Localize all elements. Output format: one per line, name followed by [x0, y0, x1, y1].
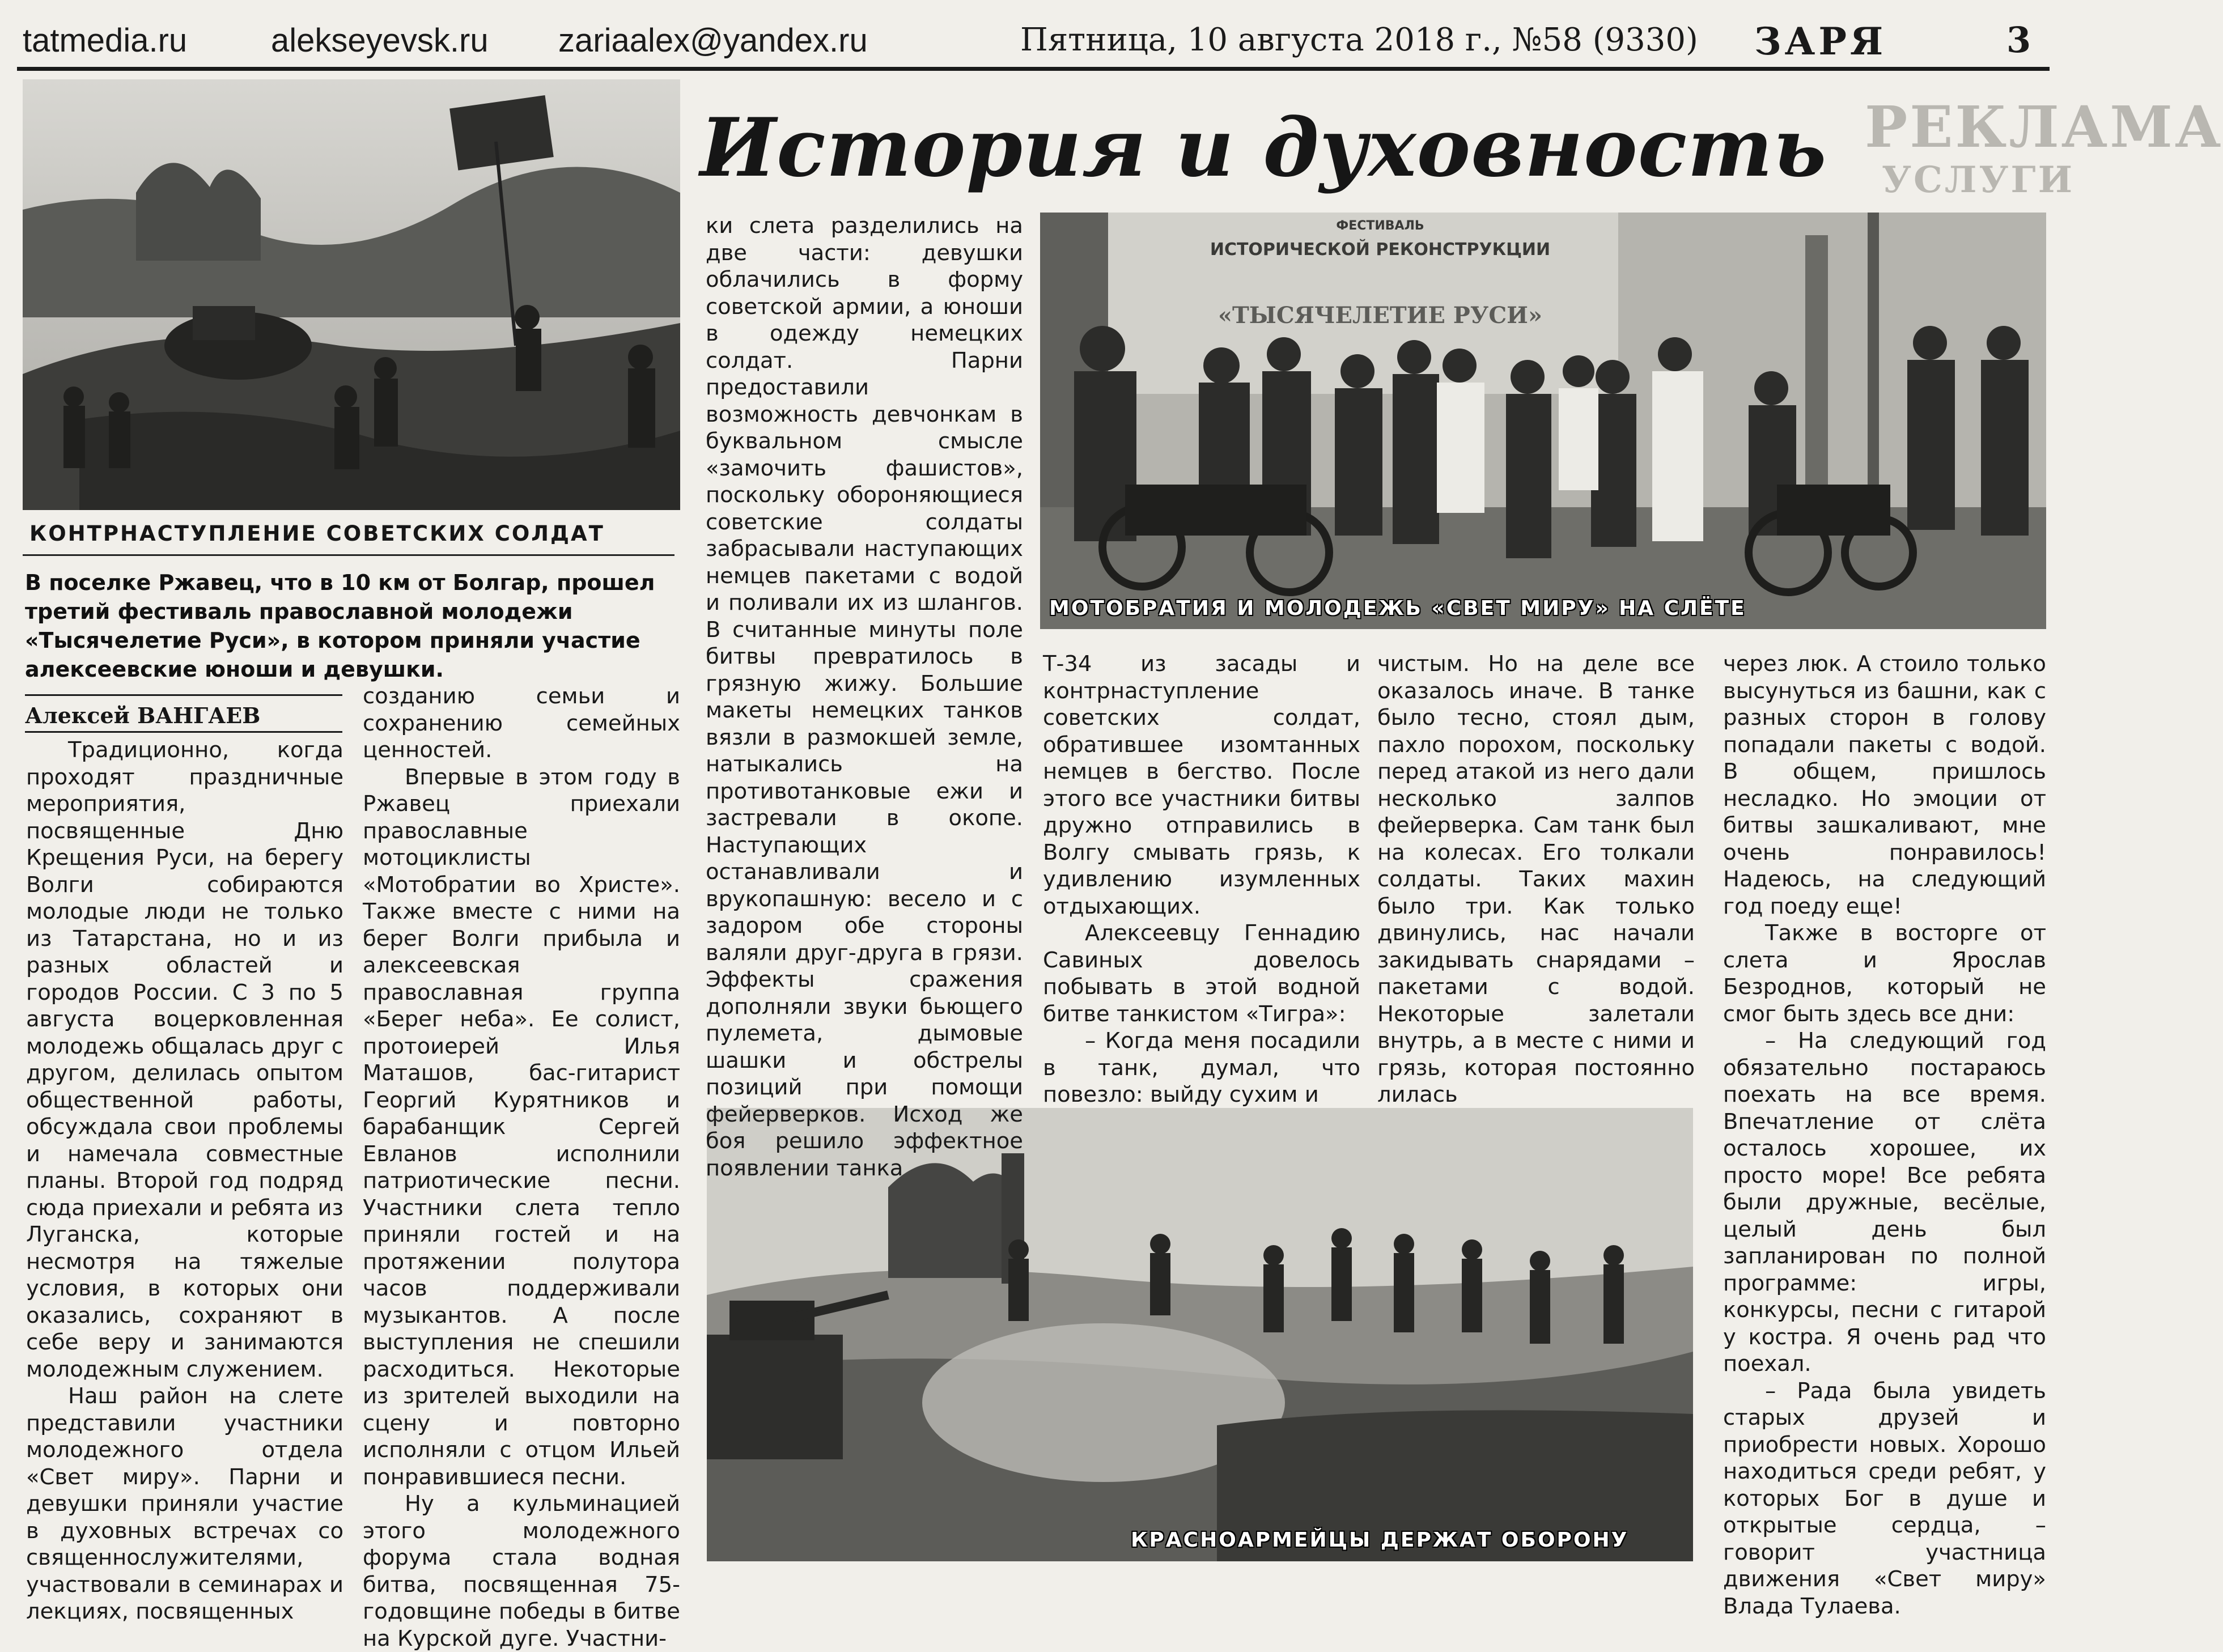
header-rule: [17, 67, 2050, 71]
paragraph: ки слета разделились на две части: девушки облачились в форму советской армии, а юноши в одежду немецких солдат. Парни предоставили возможность девчонкам в буквальном смысле «замочить фашистов», поскольку обороняющиеся советские солдаты забрасывали наступающих немцев пакетами с водой и поливали их из шлангов. В считанные минуты поле битвы превратилось в грязную жижу. Большие макеты немецких танков вязли в размокшей земле, натыкались на противотанковые ежи и застревали в окопе. Наступающих останавливали и врукопашную: весело и с задором обе стороны валяли друг-друга в грязи. Эффекты сражения дополняли звуки бьющего пулемета, дымовые шашки и обстрелы позиций при помощи фейерверков. Исход же боя решило эффектное появлении танка: [706, 213, 1023, 1181]
author-rule-bottom: [25, 731, 342, 733]
paragraph: через люк. А стоило только высунуться из башни, как с разных сторон в голову попадали пакеты с водой. В общем, пришлось несладко. Но эмоции от битвы зашкаливают, мне очень понравилось! Надеюсь, на следующий год поеду еще!: [1723, 651, 2046, 919]
lead-paragraph: В поселке Ржавец, что в 10 км от Болгар, прошел третий фестиваль православной молодежи «Тысячелетие Руси», в котором приняли участие алексеевские юноши и девушки.: [25, 570, 655, 682]
photo-counteroffensive-image: [23, 79, 680, 510]
paragraph: Т-34 из засады и контрнаступление советских солдат, обратившее изомтанных немцев в бегство. После этого все участники битвы дружно отправились в Волгу смывать грязь, к удивлению изумленных отдыхающих.: [1043, 651, 1360, 919]
column-3: [706, 213, 1023, 1182]
caption-rule: [23, 554, 674, 556]
paragraph: Ну а кульминацией этого молодежного форума стала водная битва, посвященная 75-годовщине победы в битве на Курской дуге. Участни-: [363, 1491, 680, 1651]
caption-red-army-defense: КРАСНОАРМЕЙЦЫ ДЕРЖАТ ОБОРОНУ: [1131, 1528, 1629, 1552]
paragraph: Традиционно, когда проходят праздничные мероприятия, посвященные Дню Крещения Руси, на берегу Волги собираются молодые люди не только из Татарстана, но и из разных областей и городов России. С 3 по 5 августа воцерковленная молодежь общалась друг с другом, делилась опытом общественной работы, обсуждала свои проблемы и намечала совместные планы. Второй год подряд сюда приехали и ребята из Луганска, которые несмотря на тяжелые условия, в которых они оказались, сохраняют в себе веру и занимаются молодежным служением.: [26, 737, 343, 1382]
paragraph: созданию семьи и сохранению семейных ценностей.: [363, 683, 680, 763]
paragraph: Также в восторге от слета и Ярослав Безроднов, который не смог быть здесь все дни:: [1723, 920, 2046, 1027]
header-paper-name: ЗАРЯ: [1754, 19, 1887, 63]
header-site-alekseyevsk: alekseyevsk.ru: [271, 22, 489, 59]
photo-counteroffensive: [23, 79, 680, 510]
banner-line-3: «ТЫСЯЧЕЛЕТИЕ РУСИ»: [1218, 302, 1542, 329]
paragraph: Впервые в этом году в Ржавец приехали православные мотоциклисты «Мотобратии во Христе». Также вместе с ними на берег Волги прибыла и алексеевская православная группа «Берег неба». Ее солист, протоиерей Илья Маташов, бас-гитарист Георгий Курятников и барабанщик Сергей Евланов исполнили патриотические песни. Участники слета тепло приняли гостей и на протяжении полутора часов поддерживали музыкантов. А после выступления не спешили расходиться. Некоторые из зрителей выходили на сцену и повторно исполняли с отцом Ильей понравившиеся песни.: [363, 764, 680, 1490]
photo-bikers-youth: [1040, 213, 2046, 629]
paragraph: Алексеевцу Геннадию Савиных довелось побывать в этой водной битве танкистом «Тигра»:: [1043, 920, 1360, 1027]
column-1: [26, 737, 343, 1625]
header-page-number: 3: [2006, 19, 2031, 61]
caption-counteroffensive: КОНТРНАСТУПЛЕНИЕ СОВЕТСКИХ СОЛДАТ: [29, 521, 605, 546]
banner-line-1: ФЕСТИВАЛЬ: [1336, 219, 1424, 233]
banner-line-2: ИСТОРИЧЕСКОЙ РЕКОНСТРУКЦИИ: [1210, 240, 1551, 260]
author-name: Алексей ВАНГАЕВ: [25, 703, 261, 728]
header-email: zariaalex@yandex.ru: [558, 22, 868, 59]
column-2: [363, 683, 680, 1652]
bleed-through-word-1: РЕКЛАМА: [1865, 94, 2223, 160]
caption-bikers-youth: МОТОБРАТИЯ И МОЛОДЕЖЬ «СВЕТ МИРУ» НА СЛЁТЕ: [1049, 597, 1746, 620]
paragraph: чистым. Но на деле все оказалось иначе. В танке было тесно, стоял дым, пахло порохом, поскольку перед атакой из него дали несколько залпов фейерверка. Сам танк был на колесах. Его толкали солдаты. Таких махин было три. Как только двинулись, нас начали закидывать снарядами – пакетами с водой. Некоторые залетали внутрь, а в месте с ними и грязь, которая постоянно лилась: [1377, 651, 1695, 1107]
paragraph: – Рада была увидеть старых друзей и приобрести новых. Хорошо находиться среди ребят, у которых Бог в душе и открытые сердца, – говорит участница движения «Свет миру» Влада Тулаева.: [1723, 1378, 2046, 1619]
photo-bikers-youth-image: [1040, 213, 2046, 629]
column-5: [1377, 651, 1695, 1109]
header-date-issue: Пятница, 10 августа 2018 г., №58 (9330): [1020, 22, 1698, 58]
author-rule-top: [25, 694, 342, 696]
paragraph: – На следующий год обязательно постараюсь поехать на все время. Впечатление от слёта осталось хорошее, их просто море! Все ребята были дружные, весёлые, целый день был запланирован по полной программе: игры, конкурсы, песни с гитарой у костра. Я очень рад что поехал.: [1723, 1028, 2046, 1377]
paragraph: – Когда меня посадили в танк, думал, что повезло: выйду сухим и: [1043, 1028, 1360, 1107]
bleed-through-word-2: УСЛУГИ: [1882, 159, 2075, 201]
header-site-tatmedia: tatmedia.ru: [23, 22, 188, 59]
column-4: [1043, 651, 1360, 1109]
section-title: История и духовность: [700, 101, 1827, 195]
paragraph: Наш район на слете представили участники молодежного отдела «Свет миру». Парни и девушки приняли участие в духовных встречах со священнослужителями, участвовали в семинарах и лекциях, посвященных: [26, 1383, 343, 1624]
column-6: [1723, 651, 2046, 1620]
